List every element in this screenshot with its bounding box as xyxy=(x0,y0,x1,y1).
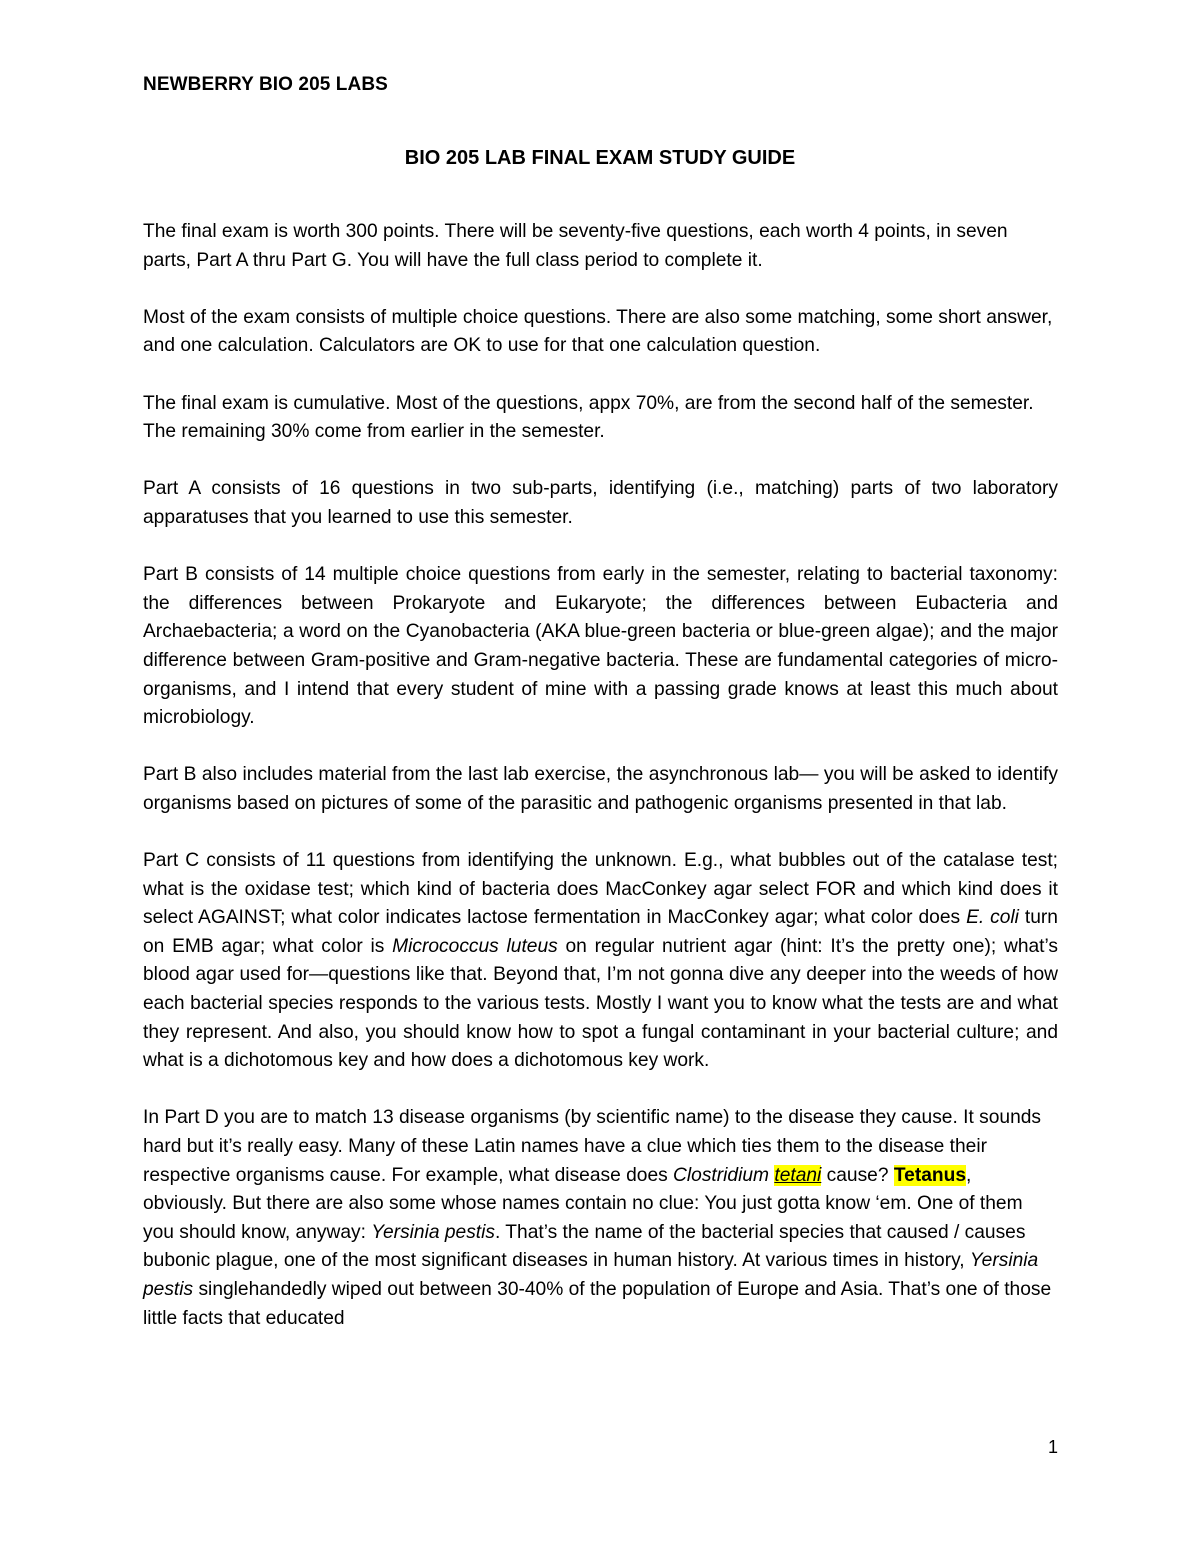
part-d-text-5: . That’s the name of the bacterial species that caused / causes bubonic plague, one of the most significant diseases in human history. At various times in history, xyxy=(143,1221,1026,1272)
part-c-text-3: on regular nutrient agar (hint: It’s the pretty one); what’s blood agar used for—questions like that. Beyond that, I’m not gonna dive any deeper into the weeds of how each bacterial species responds to the various tests. Mostly I want you to know what the tests are and what they represent. And also, you should know how to spot a fungal contaminant in your bacterial culture; and what is a dichotomous key and how does a dichotomous key work. xyxy=(143,935,1058,1072)
species-micrococcus-luteus: Micrococcus luteus xyxy=(392,935,558,957)
highlight-tetani: tetani xyxy=(774,1164,822,1186)
part-d-text-3: cause? xyxy=(821,1164,894,1186)
document-title: BIO 205 LAB FINAL EXAM STUDY GUIDE xyxy=(404,147,796,169)
paragraph-part-b-asynchronous: Part B also includes material from the last lab exercise, the asynchronous lab— you will be asked to identify organisms based on pictures of some of the parasitic and pathogenic organisms presented in that lab. xyxy=(143,764,1058,814)
paragraph-exam-overview: The final exam is worth 300 points. There will be seventy-five questions, each worth 4 points, in seven parts, Part A thru Part G. You will have the full class period to complete it. xyxy=(143,221,1008,271)
species-yersinia-pestis-2: Yersinia pestis xyxy=(143,1250,1039,1300)
paragraph-part-d xyxy=(143,1104,1058,1333)
genus-clostridium: Clostridium xyxy=(673,1164,770,1186)
page-number: 1 xyxy=(1047,1437,1058,1457)
species-e-coli: E. coli xyxy=(966,907,1019,929)
part-d-text-1: In Part D you are to match 13 disease organisms (by scientific name) to the disease they cause. It sounds hard but it’s really easy. Many of these Latin names have a clue which ties them to the disease their respective organisms cause. For example, what disease does xyxy=(143,1107,1041,1186)
paragraph-part-b: Part B consists of 14 multiple choice questions from early in the semester, relating to bacterial taxonomy: the differences between Prokaryote and Eukaryote; the differences between Eubacteria and Archaebacteria; a word on the Cyanobacteria (AKA blue-green bacteria or blue-green algae); and the major difference between Gram-positive and Gram-negative bacteria. These are fundamental categories of micro-organisms, and I intend that every student of mine with a passing grade knows at least this much about microbiology. xyxy=(143,564,1058,729)
species-yersinia-pestis-1: Yersinia pestis xyxy=(371,1221,495,1243)
paragraph-cumulative: The final exam is cumulative. Most of the questions, appx 70%, are from the second half of the semester. The remaining 30% come from earlier in the semester. xyxy=(143,392,1034,443)
paragraph-part-a: Part A consists of 16 questions in two sub-parts, identifying (i.e., matching) parts of two laboratory apparatuses that you learned to use this semester. xyxy=(143,478,1058,528)
paragraph-question-types: Most of the exam consists of multiple choice questions. There are also some matching, some short answer, and one calculation. Calculators are OK to use for that one calculation question. xyxy=(143,306,1053,357)
document-body xyxy=(143,218,1058,1362)
running-header: NEWBERRY BIO 205 LABS xyxy=(143,74,388,95)
part-d-text-6: singlehandedly wiped out between 30-40% of the population of Europe and Asia. That’s one of those little facts that educated xyxy=(143,1278,1052,1329)
part-c-text-2: turn on EMB agar; what color is xyxy=(143,907,1058,957)
highlight-tetanus: Tetanus xyxy=(893,1164,966,1186)
paragraph-part-c xyxy=(143,847,1058,1076)
part-d-text-4: , obviously. But there are also some whose names contain no clue: You just gotta know ‘em. One of them you should know, anyway: xyxy=(143,1164,1023,1243)
part-c-text-1: Part C consists of 11 questions from identifying the unknown. E.g., what bubbles out of the catalase test; what is the oxidase test; which kind of bacteria does MacConkey agar select FOR and which kind does it select AGAINST; what color indicates lactose fermentation in MacConkey agar; what color does xyxy=(143,850,1058,929)
